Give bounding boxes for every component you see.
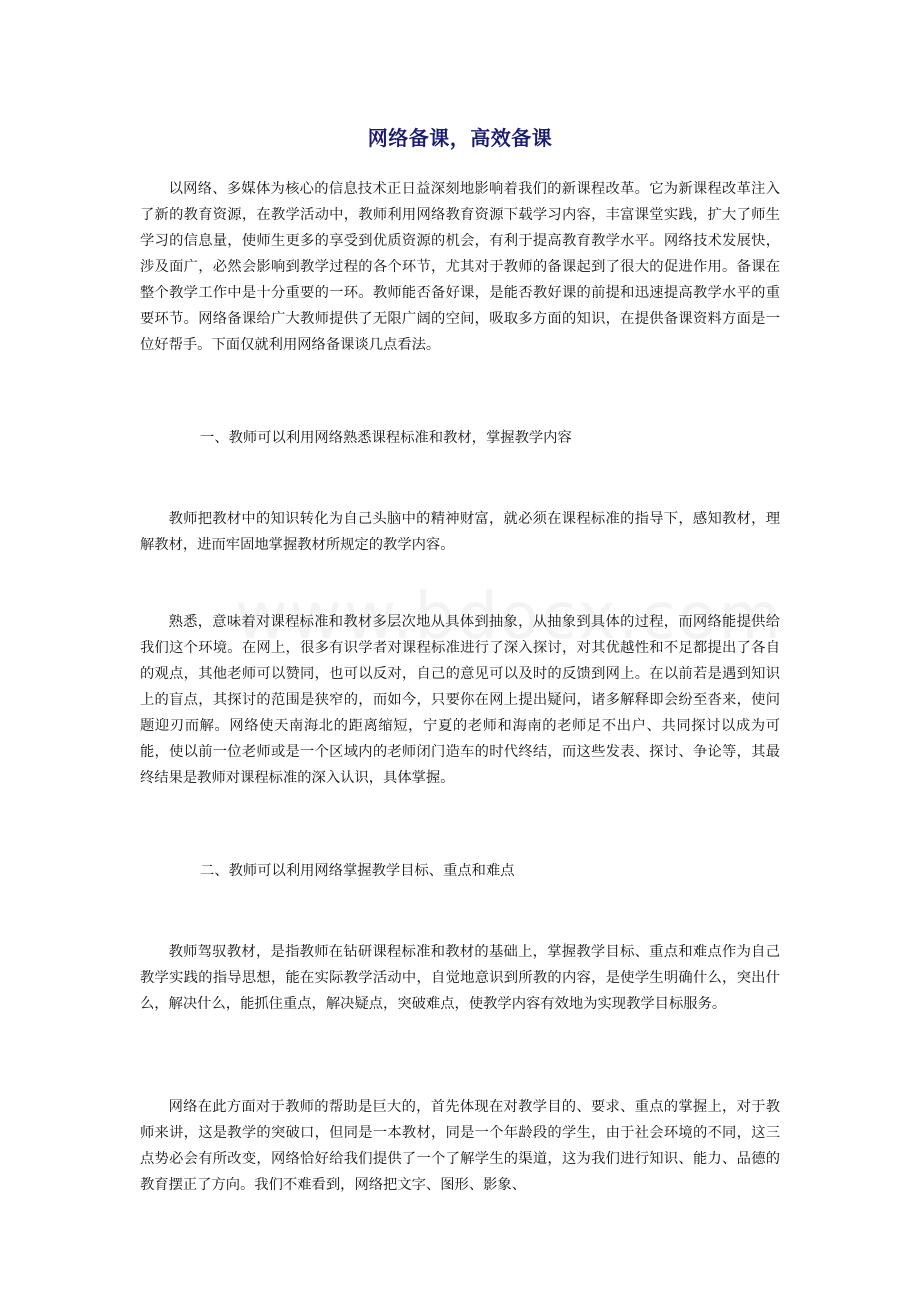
section2-paragraph-1: 教师驾驭教材，是指教师在钻研课程标准和教材的基础上，掌握教学目标、重点和难点作为自己教学实践的指导思想，能在实际教学活动中，自觉地意识到所教的内容，是使学生明确什么，突出什么，解决什么，能抓住重点，解决疑点，突破难点，使教学内容有效地为实现教学目标服务。: [140, 944, 780, 1012]
section1-heading: 一、教师可以利用网络熟悉课程标准和教材，掌握教学内容: [200, 430, 572, 446]
section1-paragraph-2: 熟悉，意味着对课程标准和教材多层次地从具体到抽象，从抽象到具体的过程，而网络能提供给我们这个环境。在网上，很多有识学者对课程标准进行了深入探讨，对其优越性和不足都提出了各自的观点，其他老师可以赞同，也可以反对，自己的意见可以及时的反馈到网上。在以前若是遇到知识上的盲点，其探讨的范围是狭窄的，而如今，只要你在网上提出疑问，诸多解释即会纷至沓来，使问题迎刃而解。网络使天南海北的距离缩短，宁夏的老师和海南的老师足不出户、共同探讨以成为可能，使以前一位老师或是一个区域内的老师闭门造车的时代终结，而这些发表、探讨、争论等，其最终结果是教师对课程标准的深入认识，具体掌握。: [140, 614, 780, 786]
intro-paragraph: 以网络、多媒体为核心的信息技术正日益深刻地影响着我们的新课程改革。它为新课程改革注入了新的教育资源，在教学活动中，教师利用网络教育资源下载学习内容，丰富课堂实践，扩大了师生学习的信息量，使师生更多的享受到优质资源的机会，有利于提高教育教学水平。网络技术发展快，涉及面广，必然会影响到教学过程的各个环节，尤其对于教师的备课起到了很大的促进作用。备课在整个教学工作中是十分重要的一环。教师能否备好课，是能否教好课的前提和迅速提高教学水平的重要环节。网络备课给广大教师提供了无限广阔的空间，吸取多方面的知识，在提供备课资料方面是一位好帮手。下面仅就利用网络备课谈几点看法。: [140, 181, 780, 353]
section2-paragraph-2: 网络在此方面对于教师的帮助是巨大的，首先体现在对教学目的、要求、重点的掌握上，对于教师来讲，这是教学的突破口，但同是一本教材，同是一个年龄段的学生，由于社会环境的不同，这三点势必会有所改变，网络恰好给我们提供了一个了解学生的渠道，这为我们进行知识、能力、品德的教育摆正了方向。我们不难看到，网络把文字、图形、影象、: [140, 1099, 780, 1193]
page-title: 网络备课，高效备课: [367, 126, 553, 150]
section1-paragraph-1: 教师把教材中的知识转化为自己头脑中的精神财富，就必须在课程标准的指导下，感知教材，理解教材，进而牢固地掌握教材所规定的教学内容。: [140, 511, 780, 553]
section2-heading: 二、教师可以利用网络掌握教学目标、重点和难点: [200, 863, 515, 879]
